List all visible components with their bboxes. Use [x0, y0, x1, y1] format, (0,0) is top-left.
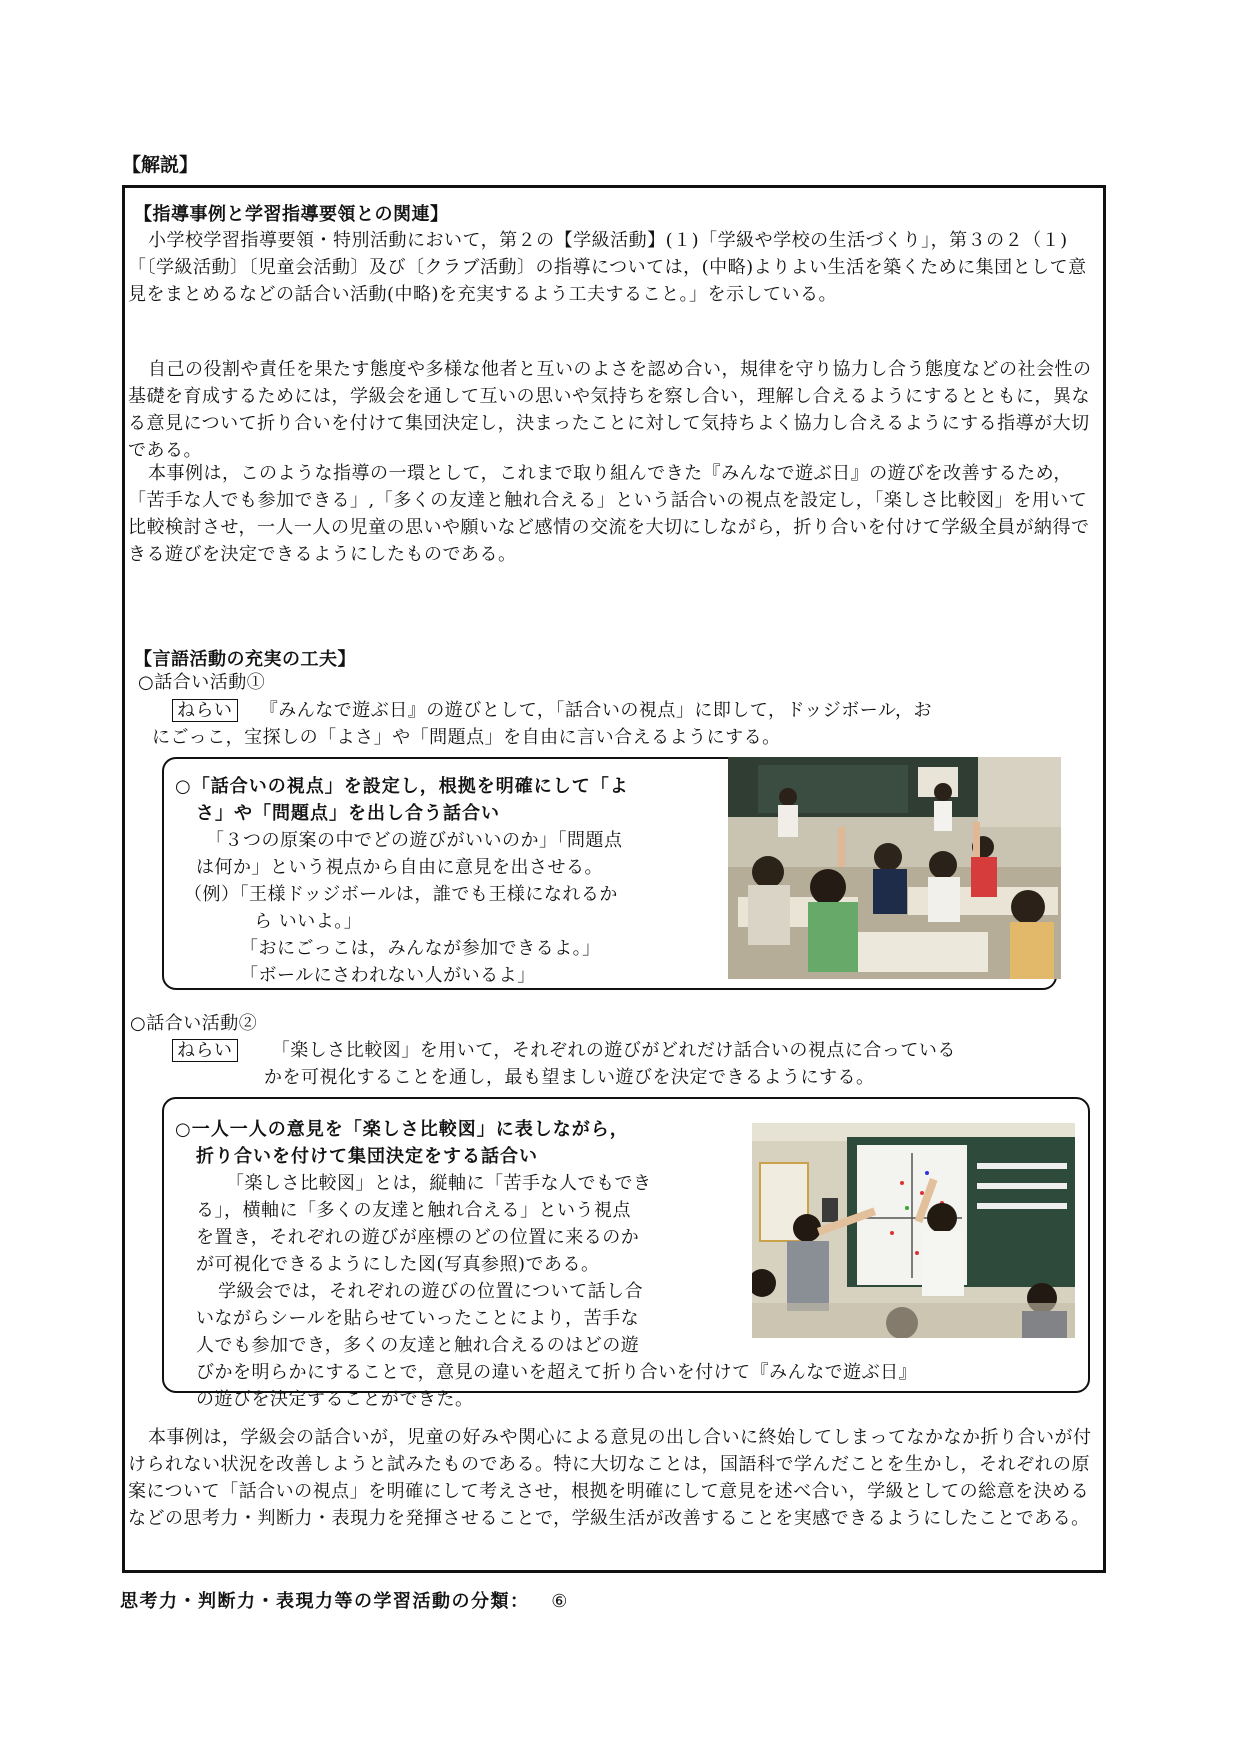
activity1-nerai-line2: にごっこ，宝探しの「よさ」や「問題点」を自由に言い合えるようにする。: [152, 727, 781, 748]
activity1-title: ○話合い活動①: [138, 672, 266, 693]
activity2-box-line5: 学級会では，それぞれの遊びの位置について話し合: [218, 1281, 644, 1302]
activity1-box-line1: 「３つの原案の中でどの遊びがいいのか」「問題点: [206, 830, 623, 851]
activity2-nerai-label: ねらい: [172, 1039, 238, 1062]
activity1-box-line6: 「ボールにさわれない人がいるよ」: [240, 965, 536, 986]
activity2-box-line6: いながらシールを貼らせていったことにより，苦手な: [196, 1308, 640, 1329]
activity2-box-title-line1: ○一人一人の意見を「楽しさ比較図」に表しながら，: [175, 1119, 629, 1140]
page-label: 【解説】: [122, 154, 199, 176]
closing-paragraph: 本事例は，学級会の話合いが，児童の好みや関心による意見の出し合いに終始してしまってなかなか折り合いが付けられない状況を改善しようと試みたものである。特に大切なことは，国語科で学んだことを生かし，それぞれの原案について「話合いの視点」を明確にして考えさせ，根拠を明確にして意見を述べ合い，学級としての総意を決めるなどの思考力・判断力・表現力を発揮させることで，学級生活が改善することを実感できるようにしたことである。: [128, 1427, 1092, 1529]
activity2-nerai-row: [172, 1037, 956, 1064]
activity2-nerai-line1: 「楽しさ比較図」を用いて，それぞれの遊びがどれだけ話合いの視点に合っている: [271, 1040, 956, 1061]
activity2-box-line8: びかを明らかにすることで，意見の違いを超えて折り合いを付けて『みんなで遊ぶ日』: [196, 1362, 918, 1383]
section2-heading: 【言語活動の充実の工夫】: [134, 649, 356, 670]
activity2-title: ○話合い活動②: [130, 1013, 258, 1034]
classroom-photo-2: [752, 1123, 1075, 1338]
activity2-box-line3: を置き，それぞれの遊びが座標のどの位置に来るのか: [196, 1227, 640, 1248]
footer-value: ⑥: [551, 1591, 569, 1612]
activity1-box-line5: 「おにごっこは，みんなが参加できるよ。」: [240, 938, 601, 959]
activity2-box-line7: 人でも参加でき，多くの友達と触れ合えるのはどの遊: [196, 1335, 640, 1356]
activity1-box-title-line2: さ」や「問題点」を出し合う話合い: [196, 803, 500, 824]
activity1-nerai-line1: 『みんなで遊ぶ日』の遊びとして，「話合いの視点」に即して，ドッジボール，お: [259, 700, 932, 721]
activity1-nerai-label: ねらい: [172, 699, 238, 722]
activity1-nerai-row: [172, 697, 932, 724]
activity1-box-title-line1: ○「話合いの視点」を設定し，根拠を明確にして「よ: [175, 776, 629, 797]
activity1-box-line4: ら いいよ。」: [254, 911, 363, 932]
activity2-box-line4: が可視化できるようにした図(写真参照)である。: [196, 1254, 600, 1275]
section1-para3: 本事例は，このような指導の一環として，これまで取り組んできた『みんなで遊ぶ日』の遊びを改善するため，「苦手な人でも参加できる」,「多くの友達と触れ合える」という話合いの視点を設定し，「楽しさ比較図」を用いて比較検討させ，一人一人の児童の思いや願いなど感情の交流を大切にしながら，折り合いを付けて学級全員が納得できる遊びを決定できるようにしたものである。: [128, 463, 1090, 565]
classroom-photo-1: [728, 757, 1061, 979]
section1-heading: 【指導事例と学習指導要領との関連】: [134, 204, 449, 225]
section1-para2: 自己の役割や責任を果たす態度や多様な他者と互いのよさを認め合い，規律を守り協力し合う態度などの社会性の基礎を育成するためには，学級会を通して互いの思いや気持ちを察し合い，理解し合えるようにするとともに，異なる意見について折り合いを付けて集団決定し，決まったことに対して気持ちよく協力し合えるようにする指導が大切である。: [128, 359, 1092, 461]
activity2-box-line2: る」，横軸に「多くの友達と触れ合える」という視点: [196, 1200, 631, 1221]
activity2-box-line1: 「楽しさ比較図」とは，縦軸に「苦手な人でもでき: [226, 1173, 652, 1194]
activity2-nerai-line2: かを可視化することを通し，最も望ましい遊びを決定できるようにする。: [264, 1067, 875, 1088]
activity1-box-line3: （例）「王様ドッジボールは，誰でも王様になれるか: [184, 884, 618, 905]
section1-para1: 小学校学習指導要領・特別活動において，第２の【学級活動】(１)「学級や学校の生活づくり」，第３の２（１)「〔学級活動〕〔児童会活動〕及び〔クラブ活動〕の指導については，(中略)よりよい生活を築くために集団として意見をまとめるなどの話合い活動(中略)を充実するよう工夫すること。」を示している。: [128, 230, 1087, 305]
activity1-box-line2: は何か」という視点から自由に意見を出させる。: [196, 857, 603, 878]
activity2-box-line9: の遊びを決定することができた。: [196, 1389, 474, 1410]
footer-row: [120, 1587, 569, 1613]
footer-label: 思考力・判断力・表現力等の学習活動の分類：: [120, 1591, 530, 1612]
activity2-box-title-line2: 折り合いを付けて集団決定をする話合い: [196, 1146, 538, 1167]
